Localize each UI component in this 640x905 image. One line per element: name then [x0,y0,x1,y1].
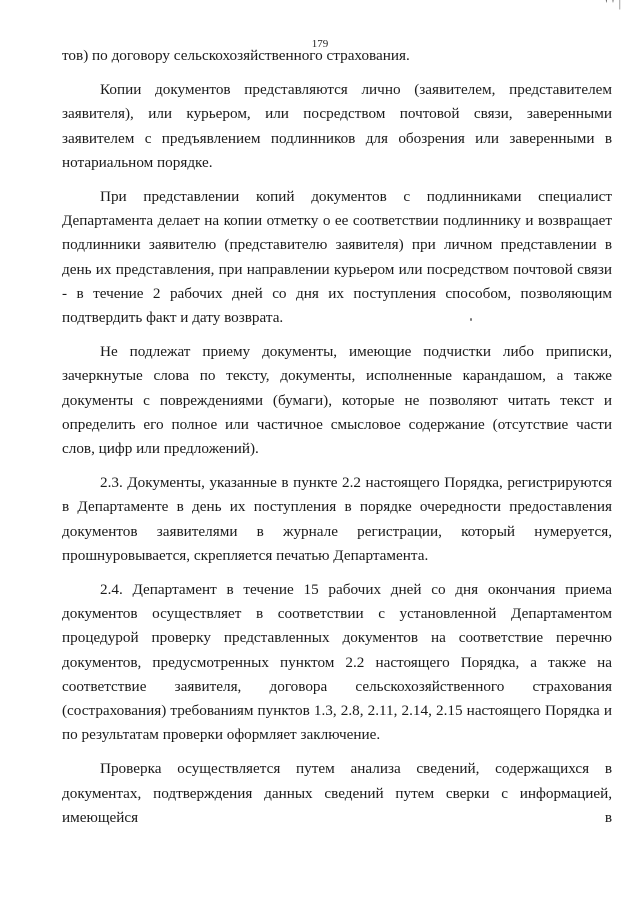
paragraph-verification: Проверка осуществляется путем анализа сведений, содержащихся в документах, подтверждения данных сведений путем сверки с информацией, имеющейся в [62,760,612,826]
paragraph-section-2-4: 2.4. Департамент в течение 15 рабочих дней со дня окончания приема документов осуществляет в соответствии с установленной Департаментом процедурой проверку представленных документов на соответствие перечню документов, предусмотренных пунктом 2.2 настоящего Порядка, а также на соответствие заявителя, договора сельскохозяйственного страхования (сострахования) требованиям пунктов 1.3, 2.8, 2.11, 2.14, 2.15 настоящего Порядка и по результатам проверки оформляет заключение. [62,581,612,744]
paragraph-section-2-3: 2.3. Документы, указанные в пункте 2.2 настоящего Порядка, регистрируются в Департаменте в день их поступления в порядке очередности предоставления документов заявителями в журнале регистрации, который нумеруется, прошнуровывается, скрепляется печатью Департамента. [62,474,612,564]
corner-scan-mark: ' ' | [605,0,622,10]
paragraph-rejection-grounds: Не подлежат приему документы, имеющие подчистки либо приписки, зачеркнутые слова по тексту, документы, исполненные карандашом, а также документы с повреждениями (бумаги), которые не позволяют читать текст и определить его полное или частичное смысловое содержание (отсутствие части слов, цифр или предложений). [62,343,612,458]
document-body [62,44,612,840]
paragraph-copies-submission: Копии документов представляются лично (заявителем, представителем заявителя), или курьером, или посредством почтовой связи, заверенными заявителем с предъявлением подлинников для обозрения или заверенными в нотариальном порядке. [62,81,612,171]
scan-speck [470,318,472,321]
paragraph-copies-marking: При представлении копий документов с подлинниками специалист Департамента делает на копии отметку о ее соответствии подлиннику и возвращает подлинники заявителю (представителю заявителя) при личном представлении в день их представления, при направлении курьером или посредством почтовой связи - в течение 2 рабочих дней со дня их поступления способом, позволяющим подтвердить факт и дату возврата. [62,188,612,327]
paragraph-continuation: тов) по договору сельскохозяйственного страхования. [62,47,410,64]
page-number: 179 [311,38,329,50]
